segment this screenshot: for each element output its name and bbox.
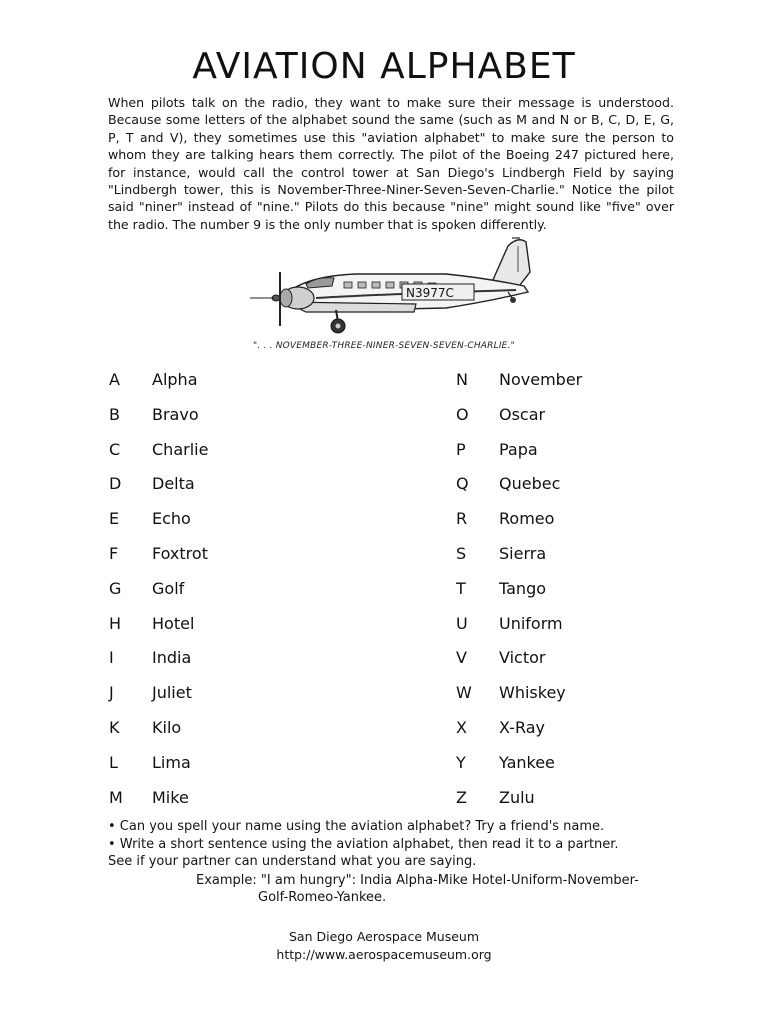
alphabet-letter: H — [109, 613, 122, 633]
alphabet-row — [453, 401, 713, 436]
code-word: Charlie — [152, 439, 209, 459]
alphabet-row — [106, 644, 366, 679]
alphabet-letter: Y — [456, 752, 466, 772]
instruction-line: See if your partner can understand what you are saying. — [108, 854, 477, 869]
code-word: Zulu — [499, 787, 535, 807]
alphabet-row — [453, 575, 713, 610]
activity-instructions — [108, 818, 668, 871]
instruction-line: • Can you spell your name using the aviation alphabet? Try a friend's name. — [108, 819, 605, 834]
example-line-2: Golf-Romeo-Yankee. — [258, 890, 387, 905]
alphabet-letter: O — [456, 404, 469, 424]
alphabet-letter: P — [456, 439, 466, 459]
code-word: Sierra — [499, 543, 547, 563]
alphabet-row — [106, 366, 366, 401]
alphabet-letter: I — [109, 648, 114, 668]
code-word: Uniform — [499, 613, 563, 633]
alphabet-column-right — [453, 366, 713, 818]
alphabet-letter: C — [109, 439, 121, 459]
alphabet-row — [453, 749, 713, 784]
airplane-illustration — [246, 232, 536, 342]
alphabet-letter: Z — [456, 787, 467, 807]
code-word: Hotel — [152, 613, 195, 633]
code-word: Papa — [499, 439, 538, 459]
code-word: Lima — [152, 752, 191, 772]
museum-name: San Diego Aerospace Museum — [288, 929, 480, 944]
alphabet-row — [106, 679, 366, 714]
alphabet-letter: G — [109, 578, 122, 598]
alphabet-letter: M — [109, 787, 123, 807]
code-word: Juliet — [152, 683, 192, 703]
alphabet-row — [453, 644, 713, 679]
alphabet-row — [106, 401, 366, 436]
alphabet-row — [453, 679, 713, 714]
code-word: Oscar — [499, 404, 546, 424]
code-word: X-Ray — [499, 717, 545, 737]
code-word: India — [152, 648, 192, 668]
alphabet-letter: L — [109, 752, 118, 772]
code-word: Mike — [152, 787, 189, 807]
code-word: Quebec — [499, 474, 561, 494]
alphabet-row — [453, 610, 713, 645]
alphabet-row — [106, 749, 366, 784]
intro-paragraph: When pilots talk on the radio, they want to make sure their message is understood. Because some letters of the alphabet sound the same (such as M and N or B, C, D, E, G, P, T and V), they sometimes use this "aviation alphabet" to make sure the person to whom they are talking hears them correctly. The pilot of the Boeing 247 pictured here, for instance, would call the control tower at San Diego's Lindbergh Field by saying "Lindbergh tower, this is November-Three-Niner-Seven-Seven-Charlie." Notice the pilot said "niner" instead of "nine." Pilots do this because "nine" might sound like "five" over the radio. The number 9 is the only number that is spoken differently. — [108, 95, 674, 232]
alphabet-row — [106, 784, 366, 819]
code-word: Whiskey — [499, 683, 566, 703]
alphabet-row — [453, 366, 713, 401]
alphabet-row — [106, 540, 366, 575]
alphabet-letter: U — [456, 613, 468, 633]
alphabet-letter: N — [456, 370, 468, 389]
alphabet-letter: E — [109, 509, 120, 529]
example-line-1: Example: "I am hungry": India Alpha-Mike Hotel-Uniform-November- — [196, 873, 639, 888]
alphabet-letter: K — [109, 717, 120, 737]
code-word: Kilo — [152, 717, 182, 737]
alphabet-row — [453, 505, 713, 540]
alphabet-row — [453, 714, 713, 749]
alphabet-row — [106, 714, 366, 749]
alphabet-row — [106, 505, 366, 540]
alphabet-letter: Q — [456, 474, 469, 494]
alphabet-letter: D — [109, 474, 122, 494]
code-word: Delta — [152, 474, 195, 494]
code-word: Romeo — [499, 509, 555, 529]
code-word: Yankee — [499, 752, 555, 772]
code-word: Alpha — [152, 370, 198, 389]
code-word: Foxtrot — [152, 543, 208, 563]
alphabet-letter: F — [109, 543, 119, 563]
code-word: Golf — [152, 578, 185, 598]
alphabet-letter: W — [456, 683, 472, 703]
code-word: Victor — [499, 648, 546, 668]
instruction-line: • Write a short sentence using the aviation alphabet, then read it to a partner. — [108, 836, 619, 852]
alphabet-letter: V — [456, 648, 467, 668]
alphabet-row — [106, 610, 366, 645]
alphabet-row — [106, 436, 366, 471]
footer — [0, 928, 768, 964]
alphabet-row — [453, 436, 713, 471]
plane-caption: ". . . NOVEMBER-THREE-NINER-SEVEN-SEVEN-CHARLIE." — [253, 341, 515, 351]
alphabet-letter: J — [109, 683, 114, 703]
alphabet-letter: X — [456, 717, 467, 737]
alphabet-letter: A — [109, 370, 120, 389]
museum-url: http://www.aerospacemuseum.org — [276, 947, 492, 962]
alphabet-letter: R — [456, 509, 468, 529]
alphabet-row — [453, 470, 713, 505]
code-word: Echo — [152, 509, 191, 529]
alphabet-row — [106, 575, 366, 610]
alphabet-letter: B — [109, 404, 120, 424]
code-word: Tango — [499, 578, 547, 598]
code-word: November — [499, 370, 583, 389]
alphabet-column-left — [106, 366, 366, 818]
alphabet-row — [106, 470, 366, 505]
alphabet-row — [453, 540, 713, 575]
alphabet-letter: S — [456, 543, 467, 563]
registration-text: N3977C — [406, 286, 454, 300]
boeing-247-drawing — [246, 232, 536, 342]
alphabet-letter: T — [456, 578, 466, 598]
code-word: Bravo — [152, 404, 199, 424]
alphabet-row — [453, 784, 713, 819]
page-title: AVIATION ALPHABET — [192, 46, 576, 87]
